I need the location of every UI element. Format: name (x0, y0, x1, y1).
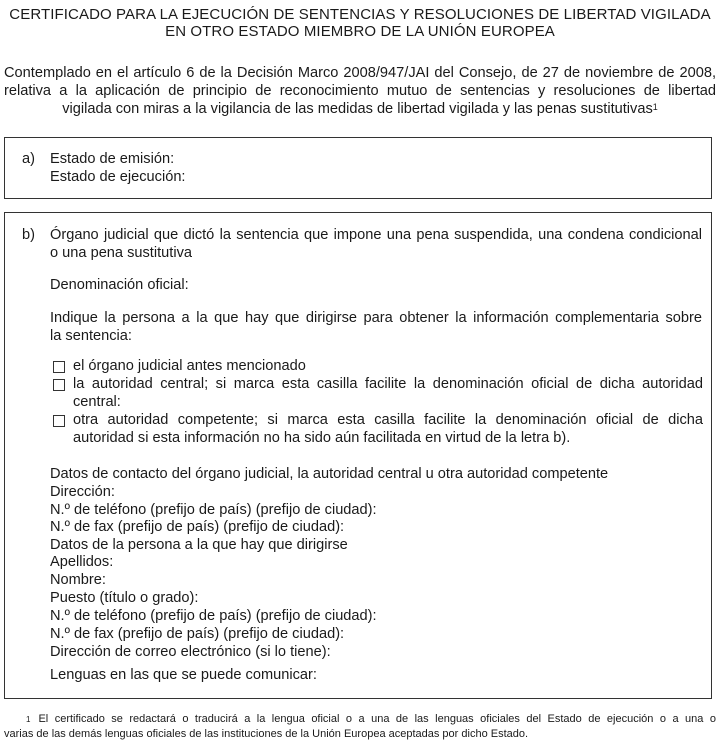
legal-basis-intro (4, 64, 716, 118)
option-judicial-body-text: el órgano judicial antes mencionado (73, 358, 306, 374)
executing-state-field: Estado de ejecución: (50, 169, 186, 185)
section-b-heading-line-1: Órgano judicial que dictó la sentencia que impone una pena suspendida, una condena condicional (50, 227, 702, 243)
footnote-line-2: varias de las demás lenguas oficiales de las instituciones de la Unión Europea aceptadas por dicho Estado. (4, 728, 529, 740)
position-field: Puesto (título o grado): (50, 590, 199, 606)
option-other-authority-line-2: autoridad si esta información no ha sido aún facilitada en virtud de la letra b). (73, 429, 571, 446)
title-line-1: CERTIFICADO PARA LA EJECUCIÓN DE SENTENCIAS Y RESOLUCIONES DE LIBERTAD VIGILADA (9, 6, 711, 23)
checkbox-judicial-body[interactable] (53, 361, 65, 373)
option-judicial-body (53, 358, 703, 376)
footnote-ref: 1 (652, 102, 658, 112)
footnote-line-1 (4, 712, 716, 727)
section-a-box (4, 137, 712, 199)
footnote (4, 712, 716, 742)
section-b-heading (50, 227, 702, 262)
option-other-authority (53, 412, 703, 447)
section-b-heading-line-2: o una pena sustitutiva (50, 244, 192, 261)
contact-details-heading: Datos de contacto del órgano judicial, la autoridad central u otra autoridad competente (50, 466, 609, 482)
section-a-label: a) (22, 151, 35, 167)
section-b-label: b) (22, 227, 35, 243)
checkbox-other-authority[interactable] (53, 415, 65, 427)
section-b-box (4, 212, 712, 699)
fax-field: N.º de fax (prefijo de país) (prefijo de ciudad): (50, 519, 345, 535)
email-field: Dirección de correo electrónico (si lo tiene): (50, 644, 331, 660)
address-field: Dirección: (50, 484, 115, 500)
contact-intro-line-2: la sentencia: (50, 327, 132, 344)
first-name-field: Nombre: (50, 572, 106, 588)
option-central-authority-line-2: central: (73, 393, 121, 410)
phone-field: N.º de teléfono (prefijo de país) (prefijo de ciudad): (50, 502, 377, 518)
checkbox-central-authority[interactable] (53, 379, 65, 391)
languages-field: Lenguas en las que se puede comunicar: (50, 667, 317, 683)
option-central-authority (53, 376, 703, 411)
person-phone-field: N.º de teléfono (prefijo de país) (prefijo de ciudad): (50, 608, 377, 624)
intro-line-3-text: vigilada con miras a la vigilancia de las medidas de libertad vigilada y las penas sustitutivas (62, 101, 653, 117)
official-name-field: Denominación oficial: (50, 277, 189, 293)
surname-field: Apellidos: (50, 554, 114, 570)
issuing-state-field: Estado de emisión: (50, 151, 175, 167)
option-central-authority-line-1: la autoridad central; si marca esta casilla facilite la denominación oficial de dicha autoridad (73, 376, 703, 392)
contact-intro-line-1: Indique la persona a la que hay que dirigirse para obtener la información complementaria sobre (50, 310, 702, 326)
intro-line-2: relativa a la aplicación de principio de reconocimiento mutuo de sentencias y resoluciones de libertad (4, 83, 716, 99)
contact-intro (50, 310, 702, 345)
intro-line-1: Contemplado en el artículo 6 de la Decisión Marco 2008/947/JAI del Consejo, de 27 de noviembre de 2008, (4, 65, 716, 81)
footnote-marker: 1 (26, 715, 31, 724)
option-other-authority-line-1: otra autoridad competente; si marca esta casilla facilite la denominación oficial de dicha (73, 412, 703, 428)
intro-line-3 (4, 100, 716, 118)
contact-person-heading: Datos de la persona a la que hay que dirigirse (50, 537, 348, 553)
certificate-title (0, 6, 720, 40)
footnote-text-1: El certificado se redactará o traducirá a la lengua oficial o a una de las lenguas oficiales del Estado de ejecución o a una o (38, 713, 716, 725)
title-line-2: EN OTRO ESTADO MIEMBRO DE LA UNIÓN EUROPEA (165, 23, 555, 40)
person-fax-field: N.º de fax (prefijo de país) (prefijo de ciudad): (50, 626, 345, 642)
